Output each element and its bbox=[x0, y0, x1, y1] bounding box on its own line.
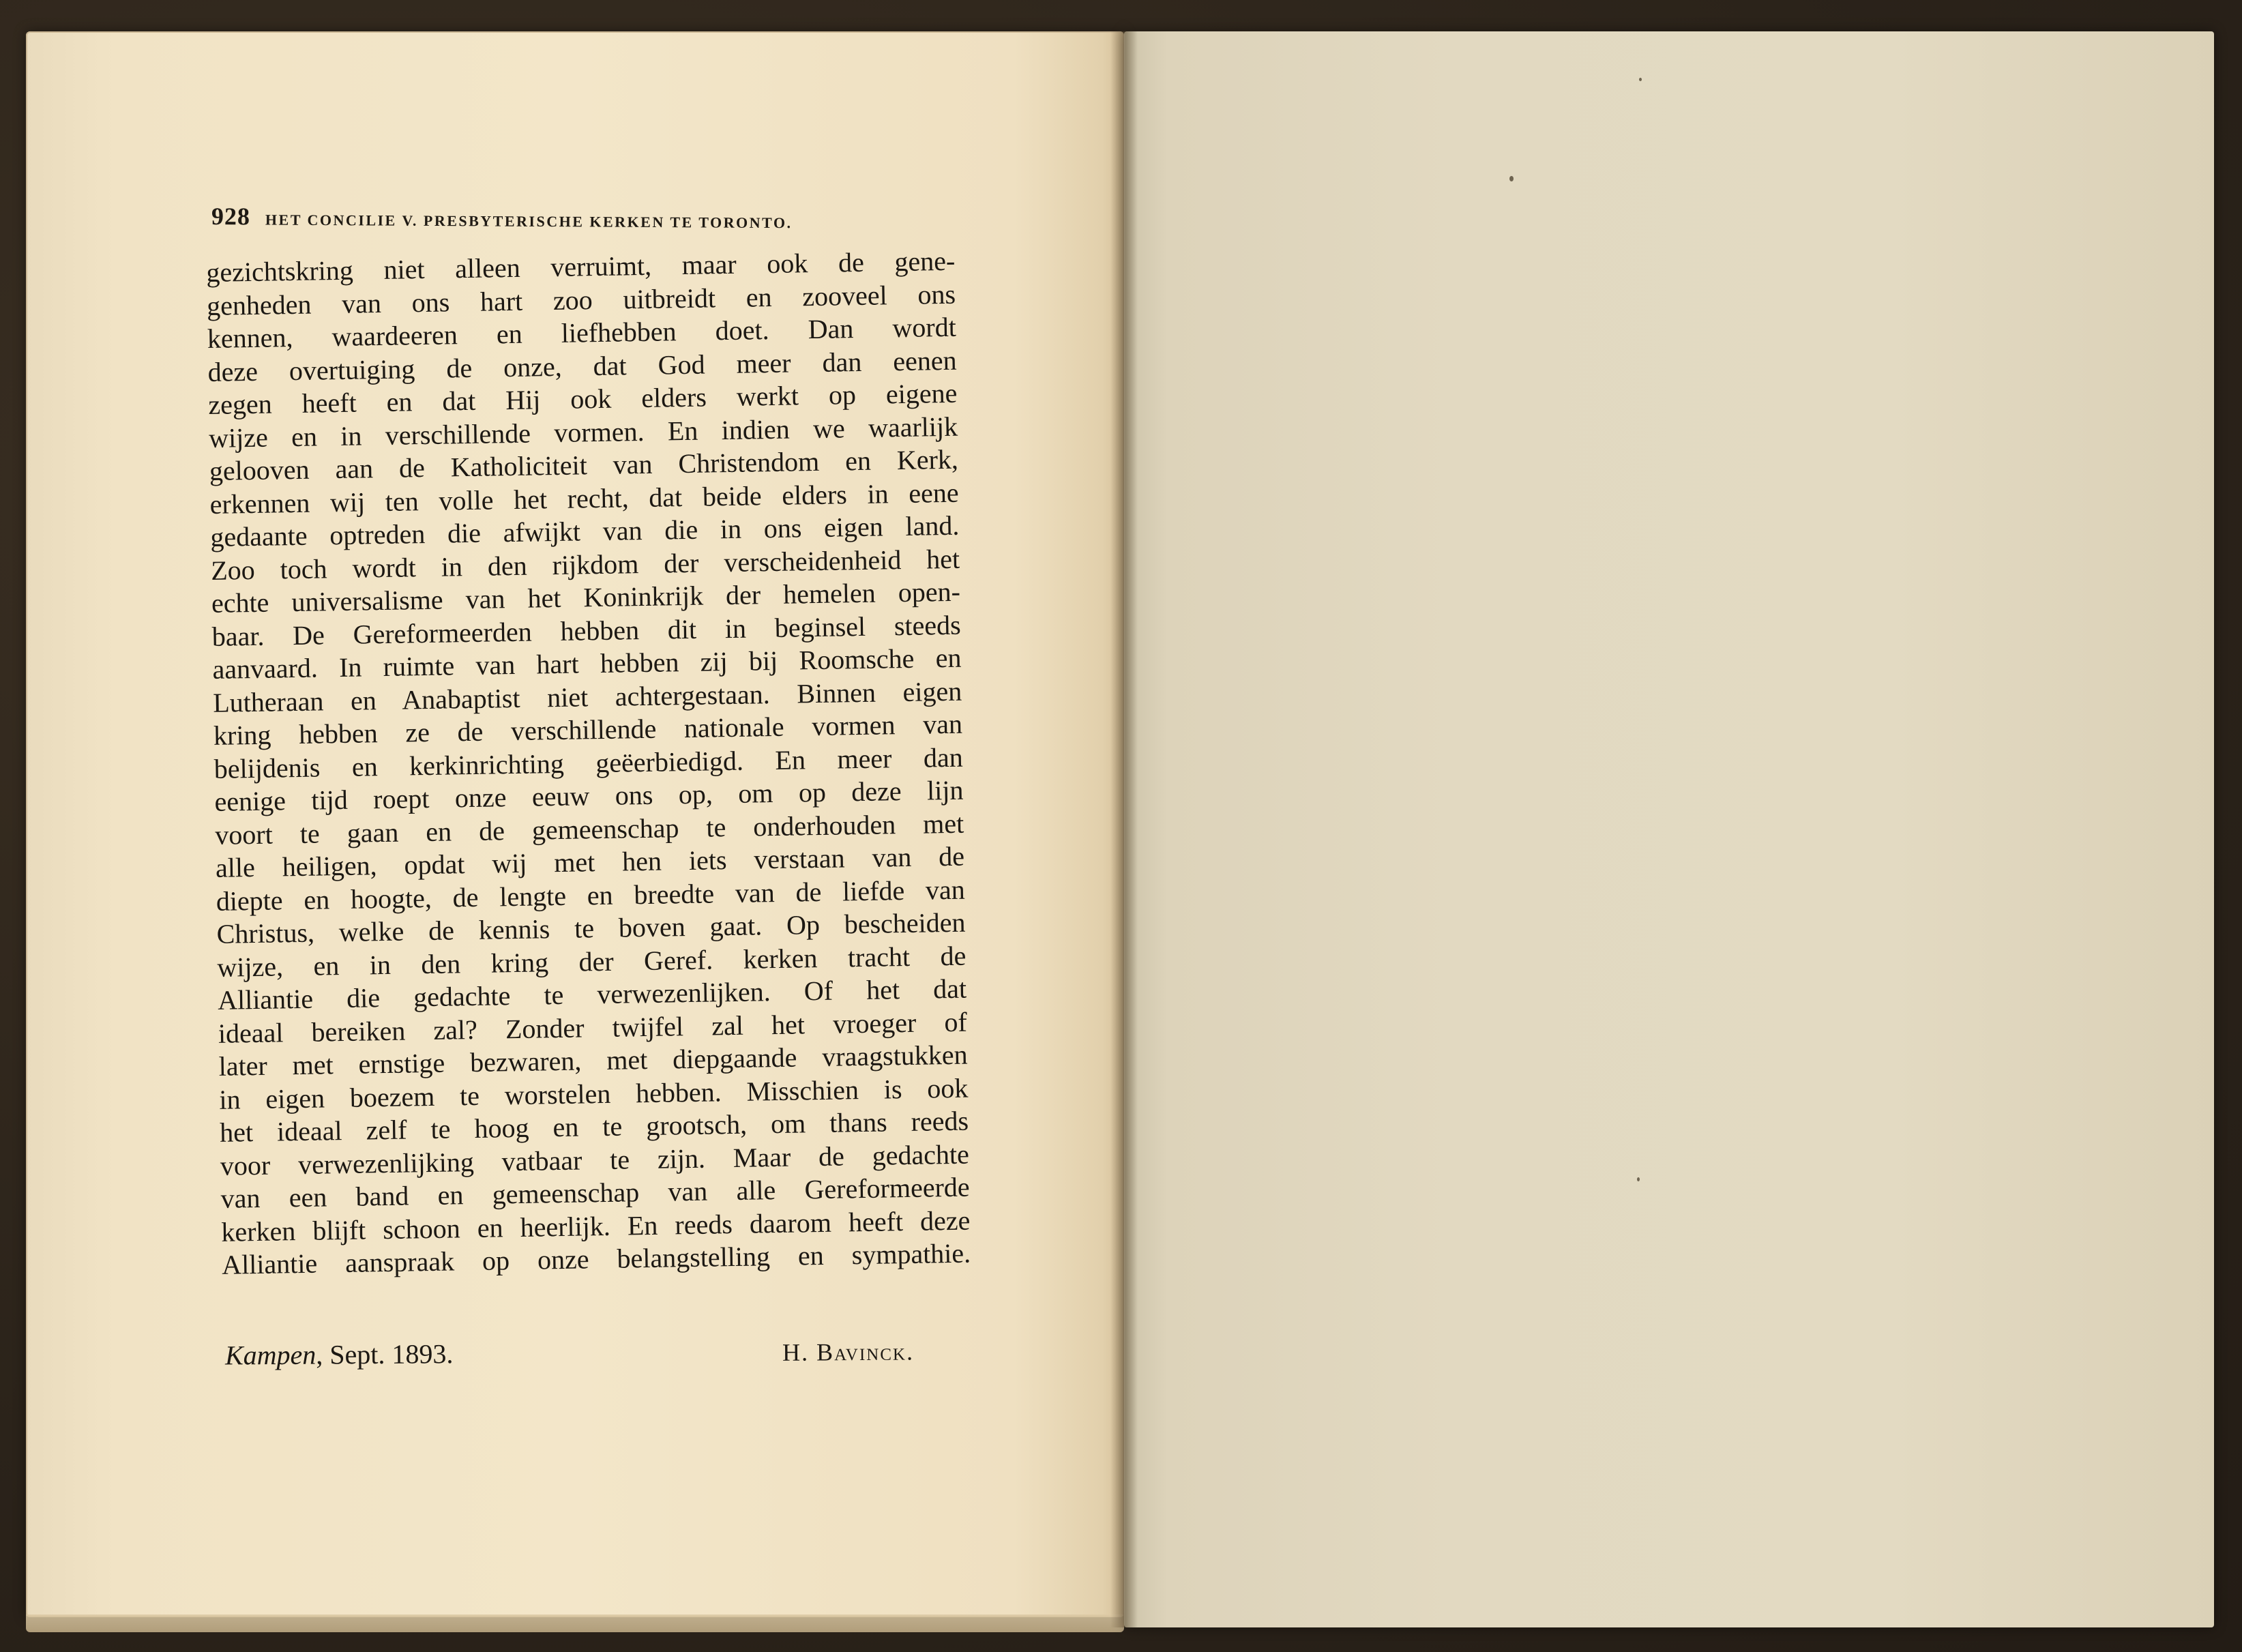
text-line: erkennen wij ten volle het recht, dat beide elders in eene bbox=[209, 477, 959, 520]
paper-speck bbox=[1637, 1177, 1640, 1181]
text-line: in eigen boezem te worstelen hebben. Misschien is ook bbox=[219, 1072, 969, 1115]
text-line: wijze, en in den kring der Geref. kerken tracht de bbox=[217, 940, 967, 983]
place-and-date bbox=[225, 1338, 454, 1371]
text-line: kennen, waardeeren en liefhebben doet. Dan wordt bbox=[207, 311, 957, 354]
text-line: gelooven aan de Katholiciteit van Christendom en Kerk, bbox=[209, 443, 959, 486]
body-text bbox=[206, 245, 971, 1282]
text-line: kring hebben ze de verschillende nationale vormen van bbox=[213, 708, 963, 751]
text-line: eenige tijd roept onze eeuw ons op, om op deze lijn bbox=[214, 774, 964, 817]
place: Kampen bbox=[224, 1339, 316, 1371]
text-line: kerken blijft schoon en heerlijk. En reeds daarom heeft deze bbox=[221, 1205, 971, 1248]
text-line: het ideaal zelf te hoog en te grootsch, om thans reeds bbox=[219, 1105, 969, 1148]
text-line: aanvaard. In ruimte van hart hebben zij bij Roomsche en bbox=[212, 642, 962, 685]
text-line: diepte en hoogte, de lengte en breedte van de liefde van bbox=[216, 874, 966, 917]
text-line: Zoo toch wordt in den rijkdom der verscheidenheid het bbox=[210, 543, 960, 586]
author-signature: H. Bavinck. bbox=[782, 1338, 915, 1366]
date: , Sept. 1893. bbox=[316, 1338, 454, 1370]
text-line: voort te gaan en de gemeenschap te onderhouden met bbox=[214, 808, 964, 851]
text-line: van een band en gemeenschap van alle Gereformeerde bbox=[220, 1171, 970, 1214]
text-line: later met ernstige bezwaren, met diepgaande vraagstukken bbox=[218, 1039, 968, 1082]
running-head bbox=[211, 202, 907, 235]
text-line: Christus, welke de kennis te boven gaat. Op bescheiden bbox=[216, 906, 966, 949]
right-page-blank bbox=[1124, 31, 2214, 1627]
running-head-title: HET CONCILIE V. PRESBYTERISCHE KERKEN TE TORONTO. bbox=[265, 211, 793, 232]
paper-speck bbox=[1639, 78, 1642, 81]
text-line: wijze en in verschillende vormen. En indien we waarlijk bbox=[208, 411, 958, 454]
paper-speck bbox=[1509, 176, 1514, 181]
signature-line bbox=[225, 1334, 914, 1371]
text-line: Lutheraan en Anabaptist niet achtergestaan. Binnen eigen bbox=[212, 675, 962, 718]
page-number: 928 bbox=[211, 203, 251, 231]
text-line: voor verwezenlijking vatbaar te zijn. Maar de gedachte bbox=[220, 1138, 970, 1181]
text-line: Alliantie die gedachte te verwezenlijken. Of het dat bbox=[217, 973, 967, 1016]
text-line: baar. De Gereformeerden hebben dit in beginsel steeds bbox=[211, 609, 961, 652]
text-line: gedaante optreden die afwijkt van die in ons eigen land. bbox=[210, 510, 960, 552]
text-line: alle heiligen, opdat wij met hen iets verstaan van de bbox=[215, 840, 965, 883]
text-line: belijdenis en kerkinrichting geëerbiedigd. En meer dan bbox=[213, 741, 964, 784]
book-gutter bbox=[1110, 31, 1138, 1627]
text-line: deze overtuiging de onze, dat God meer dan eenen bbox=[207, 344, 957, 387]
text-line: ideaal bereiken zal? Zonder twijfel zal het vroeger of bbox=[218, 1006, 968, 1049]
text-line: genheden van ons hart zoo uitbreidt en zooveel ons bbox=[206, 278, 956, 321]
text-line: echte universalisme van het Koninkrijk der hemelen open- bbox=[211, 576, 961, 619]
text-line: Alliantie aanspraak op onze belangstelling en sympathie. bbox=[221, 1237, 971, 1280]
text-line: zegen heeft en dat Hij ook elders werkt op eigene bbox=[208, 377, 958, 420]
text-line: gezichtskring niet alleen verruimt, maar ook de gene- bbox=[206, 245, 956, 288]
